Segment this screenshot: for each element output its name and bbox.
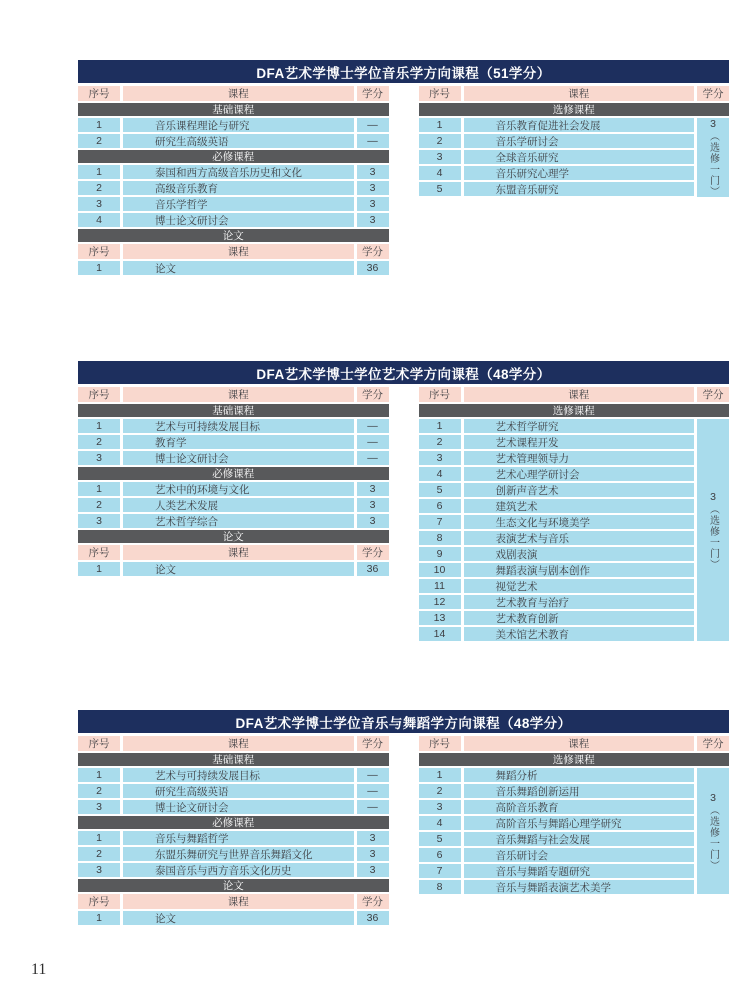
row-credits-cell: 3 — [357, 863, 389, 877]
row-course-cell: 艺术教育创新 — [464, 611, 695, 625]
row-index-cell: 2 — [78, 784, 120, 798]
table-title: DFA艺术学博士学位音乐与舞蹈学方向课程（48学分） — [78, 710, 729, 733]
row-credits-cell: 36 — [357, 562, 389, 576]
row-index-cell: 2 — [78, 134, 120, 148]
row-index-cell: 3 — [419, 800, 461, 814]
table-row — [78, 165, 389, 179]
row-course-cell: 全球音乐研究 — [464, 150, 695, 164]
table-row — [419, 816, 695, 830]
table-row — [419, 451, 695, 465]
row-course-cell: 论文 — [123, 261, 354, 275]
row-credits-cell: 3 — [357, 482, 389, 496]
row-credits-cell: — — [357, 451, 389, 465]
row-credits-cell: 3 — [357, 213, 389, 227]
column-header-index: 序号 — [78, 86, 120, 101]
row-course-cell: 艺术课程开发 — [464, 435, 695, 449]
section-bar: 选修课程 — [419, 103, 730, 116]
table-row — [419, 579, 695, 593]
row-course-cell: 东盟乐舞研究与世界音乐舞蹈文化 — [123, 847, 354, 861]
column-header-credits: 学分 — [697, 387, 729, 402]
row-course-cell: 艺术心理学研讨会 — [464, 467, 695, 481]
row-credits-cell: — — [357, 800, 389, 814]
section-bar: 选修课程 — [419, 404, 730, 417]
row-course-cell: 研究生高级英语 — [123, 784, 354, 798]
elective-area — [419, 118, 730, 197]
credits-note: （选修一门） — [707, 131, 719, 197]
table-row — [419, 848, 695, 862]
row-course-cell: 艺术管理领导力 — [464, 451, 695, 465]
column-header-course: 课程 — [123, 894, 354, 909]
row-index-cell: 2 — [78, 847, 120, 861]
row-course-cell: 艺术与可持续发展目标 — [123, 768, 354, 782]
row-index-cell: 2 — [78, 181, 120, 195]
table-row — [419, 880, 695, 894]
table-row — [419, 150, 695, 164]
left-subtable — [78, 387, 389, 578]
credits-value: 3 — [710, 490, 716, 503]
row-index-cell: 7 — [419, 515, 461, 529]
column-header-credits: 学分 — [357, 387, 389, 402]
table-row — [419, 435, 695, 449]
row-course-cell: 建筑艺术 — [464, 499, 695, 513]
row-index-cell: 4 — [78, 213, 120, 227]
table-body — [78, 736, 729, 927]
table-row — [78, 847, 389, 861]
row-index-cell: 3 — [78, 863, 120, 877]
table-row — [419, 467, 695, 481]
row-credits-cell: — — [357, 784, 389, 798]
column-header-row — [78, 387, 389, 402]
section-bar: 论文 — [78, 879, 389, 892]
row-course-cell: 艺术与可持续发展目标 — [123, 419, 354, 433]
merged-credits-cell — [697, 768, 729, 894]
row-course-cell: 音乐舞蹈创新运用 — [464, 784, 695, 798]
table-row — [419, 134, 695, 148]
column-header-credits: 学分 — [357, 545, 389, 560]
table-row — [419, 611, 695, 625]
table-row — [78, 213, 389, 227]
table-row — [419, 832, 695, 846]
row-course-cell: 音乐与舞蹈表演艺术美学 — [464, 880, 695, 894]
row-index-cell: 1 — [78, 768, 120, 782]
column-header-course: 课程 — [464, 86, 695, 101]
row-credits-cell: 3 — [357, 165, 389, 179]
column-header-row — [78, 545, 389, 560]
right-subtable — [419, 736, 730, 894]
course-table — [78, 710, 729, 927]
table-row — [78, 831, 389, 845]
row-course-cell: 艺术哲学研究 — [464, 419, 695, 433]
right-subtable — [419, 387, 730, 641]
section-bar: 论文 — [78, 229, 389, 242]
row-course-cell: 音乐课程理论与研究 — [123, 118, 354, 132]
table-row — [419, 499, 695, 513]
row-index-cell: 2 — [419, 134, 461, 148]
row-index-cell: 14 — [419, 627, 461, 641]
row-index-cell: 10 — [419, 563, 461, 577]
row-course-cell: 博士论文研讨会 — [123, 800, 354, 814]
row-course-cell: 研究生高级英语 — [123, 134, 354, 148]
row-index-cell: 3 — [78, 800, 120, 814]
row-credits-cell: 36 — [357, 911, 389, 925]
column-header-course: 课程 — [123, 736, 354, 751]
table-row — [419, 182, 695, 196]
table-row — [78, 562, 389, 576]
row-index-cell: 8 — [419, 531, 461, 545]
column-header-index: 序号 — [419, 736, 461, 751]
column-header-index: 序号 — [419, 387, 461, 402]
row-course-cell: 音乐学哲学 — [123, 197, 354, 211]
section-bar: 基础课程 — [78, 103, 389, 116]
table-row — [419, 800, 695, 814]
row-index-cell: 1 — [419, 118, 461, 132]
row-index-cell: 1 — [78, 419, 120, 433]
row-index-cell: 1 — [419, 768, 461, 782]
row-index-cell: 2 — [419, 784, 461, 798]
column-header-course: 课程 — [464, 387, 695, 402]
left-subtable — [78, 86, 389, 277]
elective-rows — [419, 768, 695, 894]
table-row — [78, 514, 389, 528]
credits-note: （选修一门） — [707, 503, 719, 570]
table-row — [419, 166, 695, 180]
row-index-cell: 5 — [419, 483, 461, 497]
page-number: 11 — [31, 961, 47, 978]
row-course-cell: 音乐与舞蹈哲学 — [123, 831, 354, 845]
table-row — [78, 911, 389, 925]
column-header-row — [419, 736, 730, 751]
column-header-row — [419, 86, 730, 101]
table-row — [78, 768, 389, 782]
row-course-cell: 舞蹈分析 — [464, 768, 695, 782]
column-header-row — [419, 387, 730, 402]
row-course-cell: 泰国和西方高级音乐历史和文化 — [123, 165, 354, 179]
table-row — [78, 197, 389, 211]
column-header-credits: 学分 — [697, 86, 729, 101]
row-credits-cell: 36 — [357, 261, 389, 275]
row-index-cell: 3 — [78, 514, 120, 528]
row-index-cell: 1 — [78, 562, 120, 576]
table-row — [78, 863, 389, 877]
row-course-cell: 艺术教育与治疗 — [464, 595, 695, 609]
table-row — [419, 784, 695, 798]
table-row — [419, 547, 695, 561]
row-index-cell: 4 — [419, 467, 461, 481]
column-header-credits: 学分 — [697, 736, 729, 751]
row-course-cell: 音乐舞蹈与社会发展 — [464, 832, 695, 846]
row-course-cell: 泰国音乐与西方音乐文化历史 — [123, 863, 354, 877]
row-course-cell: 东盟音乐研究 — [464, 182, 695, 196]
row-credits-cell: 3 — [357, 498, 389, 512]
row-index-cell: 3 — [419, 451, 461, 465]
row-credits-cell: — — [357, 118, 389, 132]
row-course-cell: 表演艺术与音乐 — [464, 531, 695, 545]
elective-rows — [419, 419, 695, 641]
left-subtable — [78, 736, 389, 927]
section-bar: 选修课程 — [419, 753, 730, 766]
column-header-credits: 学分 — [357, 244, 389, 259]
row-course-cell: 生态文化与环境美学 — [464, 515, 695, 529]
row-course-cell: 博士论文研讨会 — [123, 451, 354, 465]
table-row — [78, 181, 389, 195]
table-row — [419, 419, 695, 433]
row-index-cell: 7 — [419, 864, 461, 878]
table-row — [419, 864, 695, 878]
column-header-course: 课程 — [123, 545, 354, 560]
section-bar: 基础课程 — [78, 404, 389, 417]
right-subtable — [419, 86, 730, 197]
column-header-index: 序号 — [78, 894, 120, 909]
elective-rows — [419, 118, 695, 197]
row-index-cell: 3 — [78, 451, 120, 465]
row-index-cell: 9 — [419, 547, 461, 561]
course-table — [78, 361, 729, 641]
row-index-cell: 11 — [419, 579, 461, 593]
table-row — [78, 261, 389, 275]
table-title: DFA艺术学博士学位艺术学方向课程（48学分） — [78, 361, 729, 384]
row-index-cell: 6 — [419, 499, 461, 513]
course-table — [78, 60, 729, 277]
row-index-cell: 13 — [419, 611, 461, 625]
row-course-cell: 艺术哲学综合 — [123, 514, 354, 528]
row-index-cell: 1 — [419, 419, 461, 433]
row-credits-cell: 3 — [357, 514, 389, 528]
row-credits-cell: 3 — [357, 181, 389, 195]
row-course-cell: 高阶音乐教育 — [464, 800, 695, 814]
elective-area — [419, 419, 730, 641]
elective-area — [419, 768, 730, 894]
table-row — [78, 451, 389, 465]
row-index-cell: 5 — [419, 832, 461, 846]
section-bar: 必修课程 — [78, 816, 389, 829]
section-bar: 必修课程 — [78, 467, 389, 480]
row-course-cell: 创新声音艺术 — [464, 483, 695, 497]
row-course-cell: 视觉艺术 — [464, 579, 695, 593]
row-course-cell: 音乐研究心理学 — [464, 166, 695, 180]
row-index-cell: 1 — [78, 165, 120, 179]
row-credits-cell: 3 — [357, 831, 389, 845]
row-credits-cell: 3 — [357, 197, 389, 211]
row-index-cell: 4 — [419, 166, 461, 180]
row-course-cell: 音乐与舞蹈专题研究 — [464, 864, 695, 878]
table-row — [419, 768, 695, 782]
table-row — [78, 419, 389, 433]
row-index-cell: 12 — [419, 595, 461, 609]
row-course-cell: 舞蹈表演与剧本创作 — [464, 563, 695, 577]
credits-note: （选修一门） — [707, 804, 719, 871]
merged-credits-cell — [697, 118, 729, 197]
column-header-course: 课程 — [123, 244, 354, 259]
row-index-cell: 3 — [419, 150, 461, 164]
table-row — [78, 784, 389, 798]
row-credits-cell: — — [357, 768, 389, 782]
column-header-course: 课程 — [464, 736, 695, 751]
row-credits-cell: — — [357, 435, 389, 449]
row-credits-cell: — — [357, 419, 389, 433]
row-course-cell: 高阶音乐与舞蹈心理学研究 — [464, 816, 695, 830]
row-course-cell: 戏剧表演 — [464, 547, 695, 561]
column-header-index: 序号 — [78, 736, 120, 751]
column-header-credits: 学分 — [357, 86, 389, 101]
row-index-cell: 4 — [419, 816, 461, 830]
column-header-row — [78, 86, 389, 101]
table-row — [78, 498, 389, 512]
row-course-cell: 美术馆艺术教育 — [464, 627, 695, 641]
table-row — [78, 118, 389, 132]
column-header-course: 课程 — [123, 86, 354, 101]
row-index-cell: 6 — [419, 848, 461, 862]
column-header-index: 序号 — [78, 244, 120, 259]
row-index-cell: 1 — [78, 911, 120, 925]
row-index-cell: 1 — [78, 482, 120, 496]
section-bar: 必修课程 — [78, 150, 389, 163]
column-header-credits: 学分 — [357, 736, 389, 751]
row-index-cell: 8 — [419, 880, 461, 894]
column-header-course: 课程 — [123, 387, 354, 402]
row-index-cell: 1 — [78, 261, 120, 275]
column-header-row — [78, 244, 389, 259]
row-credits-cell: — — [357, 134, 389, 148]
row-index-cell: 2 — [78, 435, 120, 449]
row-course-cell: 博士论文研讨会 — [123, 213, 354, 227]
row-course-cell: 音乐研讨会 — [464, 848, 695, 862]
row-index-cell: 1 — [78, 831, 120, 845]
column-header-index: 序号 — [419, 86, 461, 101]
row-course-cell: 人类艺术发展 — [123, 498, 354, 512]
section-bar: 基础课程 — [78, 753, 389, 766]
table-row — [419, 515, 695, 529]
table-body — [78, 387, 729, 641]
column-header-index: 序号 — [78, 545, 120, 560]
table-row — [419, 627, 695, 641]
row-index-cell: 2 — [78, 498, 120, 512]
table-title: DFA艺术学博士学位音乐学方向课程（51学分） — [78, 60, 729, 83]
table-row — [419, 483, 695, 497]
table-body — [78, 86, 729, 277]
column-header-credits: 学分 — [357, 894, 389, 909]
row-course-cell: 音乐教育促进社会发展 — [464, 118, 695, 132]
row-course-cell: 高级音乐教育 — [123, 181, 354, 195]
table-row — [78, 435, 389, 449]
row-index-cell: 5 — [419, 182, 461, 196]
row-course-cell: 论文 — [123, 911, 354, 925]
credits-value: 3 — [710, 118, 716, 130]
row-course-cell: 教育学 — [123, 435, 354, 449]
column-header-index: 序号 — [78, 387, 120, 402]
row-index-cell: 1 — [78, 118, 120, 132]
table-row — [419, 531, 695, 545]
row-index-cell: 2 — [419, 435, 461, 449]
table-row — [78, 800, 389, 814]
section-bar: 论文 — [78, 530, 389, 543]
table-row — [419, 595, 695, 609]
row-credits-cell: 3 — [357, 847, 389, 861]
table-row — [78, 482, 389, 496]
row-course-cell: 论文 — [123, 562, 354, 576]
table-row — [78, 134, 389, 148]
credits-value: 3 — [710, 791, 716, 804]
table-row — [419, 118, 695, 132]
column-header-row — [78, 736, 389, 751]
merged-credits-cell — [697, 419, 729, 641]
table-row — [419, 563, 695, 577]
row-index-cell: 3 — [78, 197, 120, 211]
row-course-cell: 音乐学研讨会 — [464, 134, 695, 148]
column-header-row — [78, 894, 389, 909]
row-course-cell: 艺术中的环境与文化 — [123, 482, 354, 496]
